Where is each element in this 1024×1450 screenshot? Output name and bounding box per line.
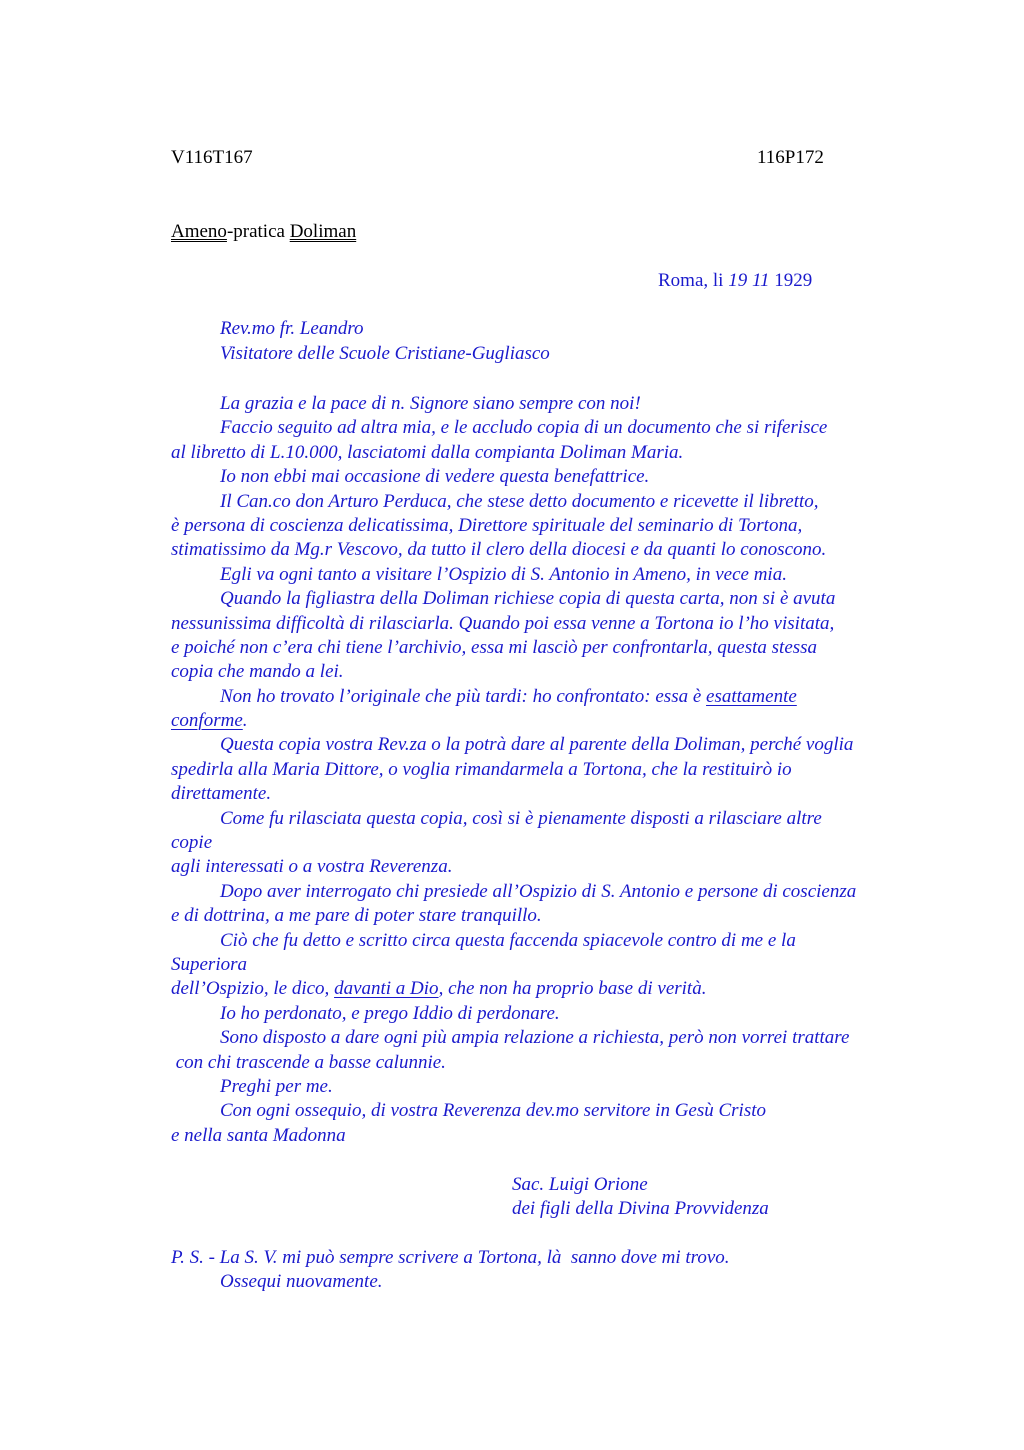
body-line: è persona di coscienza delicatissima, Direttore spirituale del seminario di Tortona, <box>171 514 803 536</box>
document-code-right: 116P172 <box>757 147 824 168</box>
emphasis-conform: conforme <box>171 710 243 732</box>
body-line: Con ogni ossequio, di vostra Reverenza dev.mo servitore in Gesù Cristo <box>220 1100 767 1122</box>
body-text: dell’Ospizio, le dico, <box>171 978 335 1000</box>
body-line <box>171 977 911 1001</box>
body-line: agli interessati o a vostra Reverenza. <box>171 856 453 878</box>
body-line: Io non ebbi mai occasione di vedere questa benefattrice. <box>220 466 650 488</box>
postscript-line: P. S. - La S. V. mi può sempre scrivere a Tortona, là sanno dove mi trovo. <box>171 1246 730 1268</box>
addressee-title: Visitatore delle Scuole Cristiane-Gugliasco <box>220 343 550 364</box>
dateline <box>658 269 812 293</box>
body-line: copia che mando a lei. <box>171 661 344 683</box>
body-line: e nella santa Madonna <box>171 1124 346 1146</box>
body-line: Come fu rilasciata questa copia, così si è pienamente disposti a rilasciare altre <box>220 807 822 829</box>
body-line <box>171 685 911 709</box>
body-text: , che non ha proprio base di verità. <box>438 978 707 1000</box>
subject-separator: -pratica <box>226 221 290 242</box>
body-text: Non ho trovato l’originale che più tardi: ho confrontato: essa è <box>220 685 707 707</box>
subject-place: Ameno <box>171 221 227 242</box>
body-line: nessunissima difficoltà di rilasciarla. Quando poi essa venne a Tortona io l’ho visitata, <box>171 612 835 634</box>
body-line: Quando la figliastra della Doliman richiese copia di questa carta, non si è avuta <box>220 588 836 610</box>
body-line: Il Can.co don Arturo Perduca, che stese detto documento e ricevette il libretto, <box>220 490 819 512</box>
body-line: Superiora <box>171 953 247 975</box>
body-text: . <box>242 710 248 732</box>
addressee-name: Rev.mo fr. Leandro <box>220 318 364 339</box>
body-line: Dopo aver interrogato chi presiede all’Ospizio di S. Antonio e persone di coscienza <box>220 880 857 902</box>
body-line: copie <box>171 832 213 854</box>
body-line: e di dottrina, a me pare di poter stare tranquillo. <box>171 905 542 927</box>
emphasis-before-god: davanti a Dio <box>334 978 439 1000</box>
body-line: Io ho perdonato, e prego Iddio di perdonare. <box>220 1002 560 1024</box>
postscript-line: Ossequi nuovamente. <box>220 1271 383 1293</box>
signature-name: Sac. Luigi Orione <box>512 1173 648 1195</box>
body-line: stimatissimo da Mg.r Vescovo, da tutto il clero della diocesi e da quanti lo conoscono. <box>171 539 827 561</box>
emphasis-exactly: esattamente <box>706 685 797 707</box>
signature-title: dei figli della Divina Provvidenza <box>512 1197 769 1219</box>
body-line: Ciò che fu detto e scritto circa questa faccenda spiacevole contro di me e la <box>220 929 796 951</box>
document-code-left: V116T167 <box>171 147 253 168</box>
date-place: Roma, li <box>658 270 729 291</box>
body-line: direttamente. <box>171 783 272 805</box>
body-line: La grazia e la pace di n. Signore siano sempre con noi! <box>220 393 641 414</box>
body-line: con chi trascende a basse calunnie. <box>171 1051 446 1073</box>
body-line: Egli va ogni tanto a visitare l’Ospizio di S. Antonio in Ameno, in vece mia. <box>220 563 787 585</box>
body-line <box>171 709 911 733</box>
letter-body <box>171 392 911 1294</box>
body-line: Sono disposto a dare ogni più ampia relazione a richiesta, però non vorrei trattare <box>220 1027 850 1049</box>
subject-name: Doliman <box>289 221 357 242</box>
body-line: Questa copia vostra Rev.za o la potrà dare al parente della Doliman, perché voglia <box>220 734 854 756</box>
subject-line <box>171 220 356 244</box>
date-daymonth: 19 11 <box>728 270 770 291</box>
body-line: e poiché non c’era chi tiene l’archivio, essa mi lasciò per confrontarla, questa stessa <box>171 636 818 658</box>
date-year: 1929 <box>769 270 813 291</box>
body-line: Faccio seguito ad altra mia, e le accludo copia di un documento che si riferisce <box>220 417 828 439</box>
body-line: spedirla alla Maria Dittore, o voglia rimandarmela a Tortona, che la restituirò io <box>171 758 792 780</box>
body-line: Preghi per me. <box>220 1075 333 1097</box>
body-line: al libretto di L.10.000, lasciatomi dalla compianta Doliman Maria. <box>171 441 684 463</box>
